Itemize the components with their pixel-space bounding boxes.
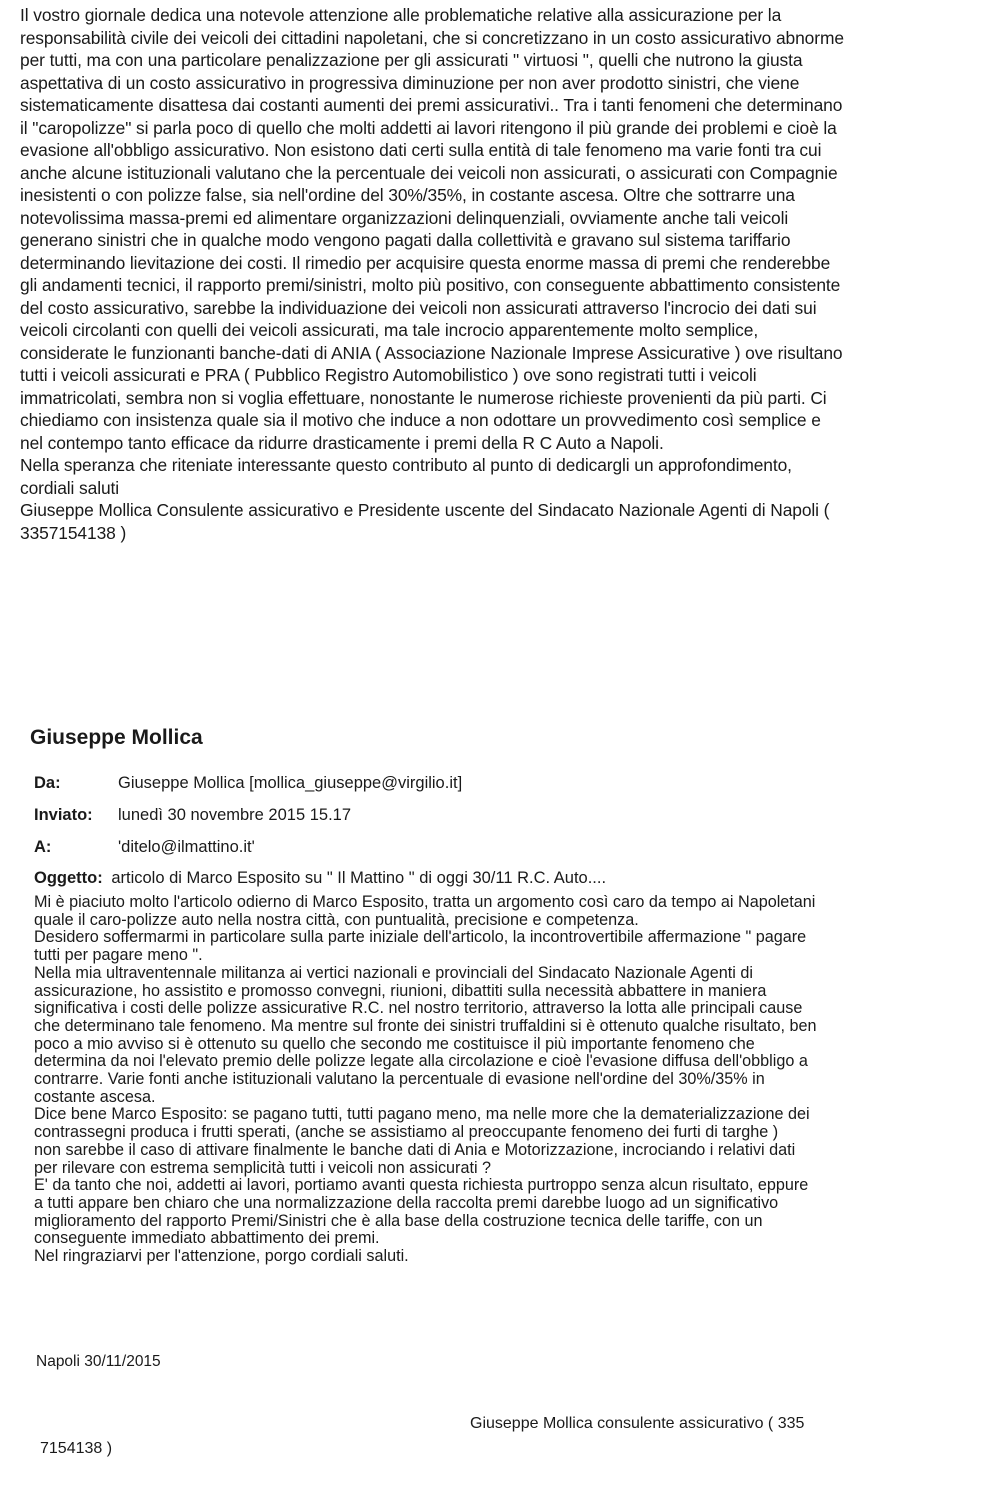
email-body-line: Desidero soffermarmi in particolare sulla parte iniziale dell'articolo, la incontrovertibile affermazione " pagare [34, 928, 807, 947]
letter-line: Giuseppe Mollica Consulente assicurativo e Presidente uscente del Sindacato Nazionale Agenti di Napoli ( [20, 500, 830, 520]
email-body-line: determina da noi l'elevato premio delle polizze legate alla circolazione e cioè l'evasione diffusa dell'obbligo a [34, 1052, 808, 1071]
email-body-line: Nella mia ultraventennale militanza ai vertici nazionali e provinciali del Sindacato Nazionale Agenti di [34, 963, 753, 982]
letter-line: nel contempo tanto efficace da ridurre drasticamente i premi della R C Auto a Napoli. [20, 432, 664, 453]
letter-line: 3357154138 ) [20, 522, 127, 543]
email-body-line: contrassegni produca i frutti sperati, (anche se assistiamo al preoccupante fenomeno dei furti di targhe ) [34, 1123, 779, 1142]
letter-line: anche alcune istituzionali valutano che la percentuale dei veicoli non assicurati, o assicurati con Compagnie [20, 162, 838, 183]
letter-line: inesistenti o con polizze false, sia nell'ordine del 30%/35%, in costante ascesa. Oltre che sottrarre una [20, 185, 795, 205]
letter-line: cordiali saluti [20, 477, 120, 498]
email-body-line: costante ascesa. [34, 1087, 156, 1106]
sent-label: Inviato: [34, 806, 93, 824]
email-body-line: significativa i costi delle polizze assicurative R.C. nel nostro territorio, attraverso la lotta alle principali cause [34, 999, 803, 1018]
letter-line: responsabilità civile dei veicoli dei cittadini napoletani, che si concretizzano in un costo assicurativo abnorme [20, 27, 844, 48]
email-body-line: contrarre. Varie fonti anche istituzionali valutano la percentuale di evasione nell'ordine del 30%/35% in [34, 1070, 765, 1089]
subject-value: articolo di Marco Esposito su " Il Mattino " di oggi 30/11 R.C. Auto.... [111, 869, 607, 887]
signature: Giuseppe Mollica consulente assicurativo ( 335 [470, 1415, 805, 1432]
letter-line: generano sinistri che in qualche modo vengono pagati dalla collettività e gravano sul sistema tariffario [20, 230, 791, 250]
letter-paragraph [20, 4, 844, 544]
letter-line: determinando lievitazione dei costi. Il rimedio per acquisire questa enorme massa di premi che renderebbe [20, 252, 831, 273]
letter-line: gli andamenti tecnici, il rapporto premi/sinistri, molto più positivo, con conseguente abbattimento consistente [20, 275, 841, 295]
subject-label: Oggetto: [34, 869, 103, 887]
from-label: Da: [34, 774, 61, 792]
email-body-line: poco a mio avviso si è ottenuto su quello che secondo me costituisce il più importante fenomeno che [34, 1034, 755, 1053]
email-body-line: assicurazione, ho assistito e promosso convegni, riunioni, dibattiti sulla necessità abbattere in maniera [34, 981, 767, 1000]
letter-line: il "caropolizze" si parla poco di quello che molti addetti ai lavori ritengono il più grande dei problemi e cioè la [20, 117, 837, 138]
letter-line: Il vostro giornale dedica una notevole attenzione alle problematiche relative alla assicurazione per la [20, 5, 782, 25]
email-body-line: Nel ringraziarvi per l'attenzione, porgo cordiali saluti. [34, 1247, 409, 1266]
letter-line: per tutti, ma con una particolare penalizzazione per gli assicurati " virtuosi ", quelli che nutrono la giusta [20, 50, 803, 70]
letter-line: immatricolati, sembra non si voglia effettuare, nonostante le numerose richieste provenienti da più parti. Ci [20, 387, 827, 408]
email-body-line: conseguente immediato abbattimento dei premi. [34, 1229, 380, 1248]
email-body-line: Dice bene Marco Esposito: se pagano tutti, tutti pagano meno, ma nelle more che la dematerializzazione dei [34, 1105, 810, 1124]
letter-line: del costo assicurativo, sarebbe la individuazione dei veicoli non assicurati attraverso l'incrocio dei dati sui [20, 297, 817, 318]
email-body-line: Mi è piaciuto molto l'articolo odierno di Marco Esposito, tratta un argomento così caro da tempo ai Napoletani [34, 893, 816, 911]
email-body-line: a tutti appare ben chiaro che una normalizzazione della raccolta premi darebbe luogo ad un significativo [34, 1193, 779, 1212]
letter-line: evasione all'obbligo assicurativo. Non esistono dati certi sulla entità di tale fenomeno ma varie fonti tra cui [20, 140, 822, 160]
letter-line: veicoli circolanti con quelli dei veicoli assicurati, ma tale incrocio apparentemente molto semplice, [20, 320, 759, 340]
sender-heading: Giuseppe Mollica [30, 726, 203, 749]
letter-line: notevolissima massa-premi ed alimentare organizzazioni delinquenziali, ovviamente anche tali veicoli [20, 207, 789, 228]
subject-row [34, 869, 606, 888]
signature-phone-end: 7154138 ) [40, 1440, 113, 1457]
to-value: 'ditelo@ilmattino.it' [118, 838, 255, 856]
email-body-line: miglioramento del rapporto Premi/Sinistri che è alla base della costruzione tecnica delle tariffe, con un [34, 1211, 763, 1230]
letter-line: sistematicamente disattesa dai costanti aumenti dei premi assicurativi.. Tra i tanti fenomeni che determinano [20, 95, 843, 115]
letter-line: considerate le funzionanti banche-dati di ANIA ( Associazione Nazionale Imprese Assicurative ) ove risultano [20, 342, 843, 363]
email-body-line: non sarebbe il caso di attivare finalmente le banche dati di Ania e Motorizzazione, incrociando i relativi dati [34, 1140, 796, 1159]
email-body [34, 894, 817, 1266]
email-body-line: tutti per pagare meno ". [34, 946, 203, 965]
email-body-line: per rilevare con estrema semplicità tutti i veicoli non assicurati ? [34, 1158, 492, 1177]
email-body-line: E' da tanto che noi, addetti ai lavori, portiamo avanti questa richiesta purtroppo senza alcun risultato, eppure [34, 1176, 809, 1195]
letter-line: aspettativa di un costo assicurativo in progressiva diminuzione per non aver prodotto sinistri, che viene [20, 72, 800, 93]
email-body-line: che determinano tale fenomeno. Ma mentre sul fronte dei sinistri truffaldini si è ottenuto qualche risultato, ben [34, 1016, 817, 1035]
to-label: A: [34, 838, 52, 856]
letter-line: Nella speranza che riteniate interessante questo contributo al punto di dedicargli un approfondimento, [20, 455, 792, 475]
email-body-line: quale il caro-polizze auto nella nostra città, con puntualità, precisione e competenza. [34, 910, 639, 929]
sent-value: lunedì 30 novembre 2015 15.17 [118, 806, 352, 824]
letter-line: chiediamo con insistenza quale sia il motivo che induce a non odottare un provvedimento così semplice e [20, 410, 821, 430]
letter-line: tutti i veicoli assicurati e PRA ( Pubblico Registro Automobilistico ) ove sono registrati tutti i veicoli [20, 365, 757, 385]
from-value: Giuseppe Mollica [mollica_giuseppe@virgilio.it] [118, 774, 463, 792]
date-line: Napoli 30/11/2015 [36, 1353, 161, 1370]
